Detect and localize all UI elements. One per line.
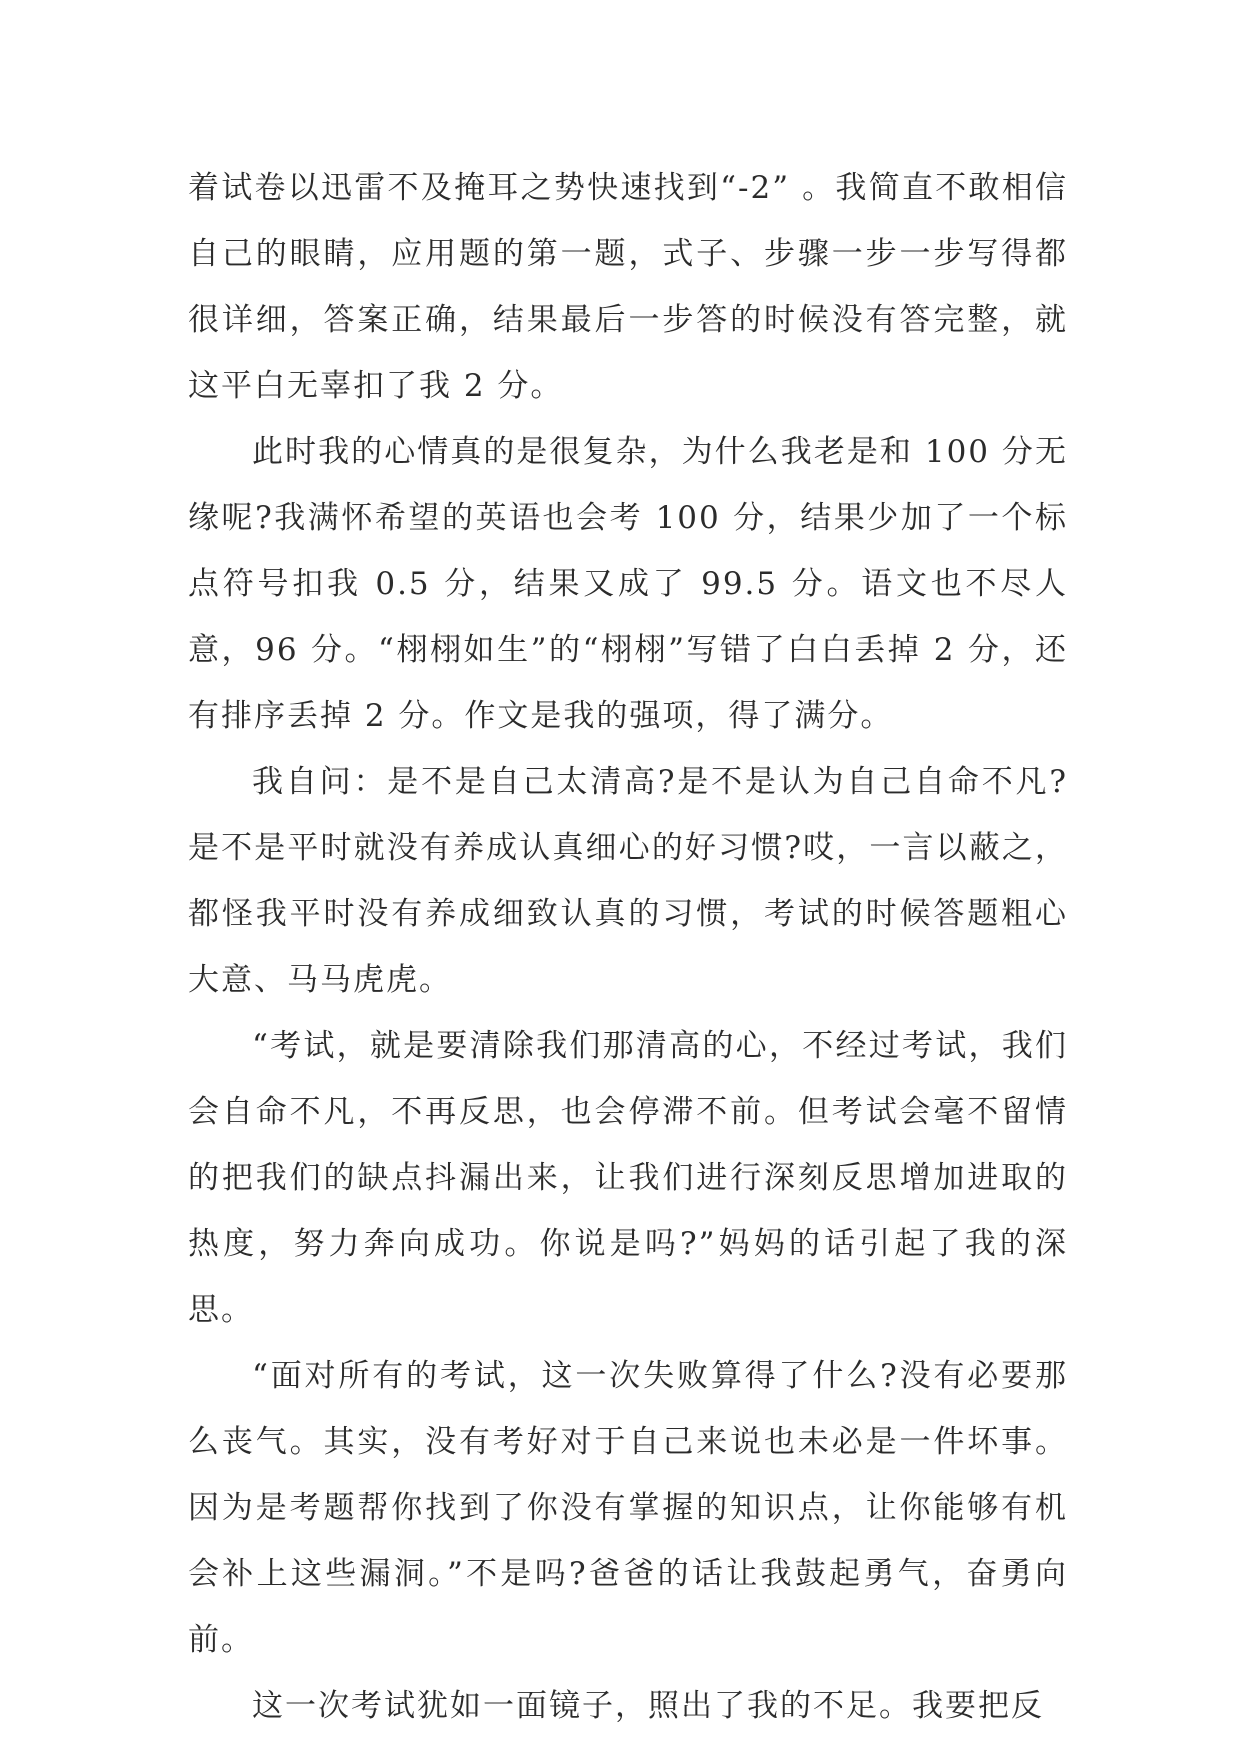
paragraph-3: 我自问：是不是自己太清高?是不是认为自己自命不凡?是不是平时就没有养成认真细心的好习惯?哎，一言以蔽之，都怪我平时没有养成细致认真的习惯，考试的时候答题粗心大意、马马虎虎。 — [188, 764, 1068, 998]
paragraph-4: “考试，就是要清除我们那清高的心，不经过考试，我们会自命不凡，不再反思，也会停滞不前。但考试会毫不留情的把我们的缺点抖漏出来，让我们进行深刻反思增加进取的热度，努力奔向成功。你说是吗?”妈妈的话引起了我的深思。 — [188, 1028, 1068, 1328]
body-text — [188, 155, 1068, 1739]
paragraph-5: “面对所有的考试，这一次失败算得了什么?没有必要那么丧气。其实，没有考好对于自己来说也未必是一件坏事。因为是考题帮你找到了你没有掌握的知识点，让你能够有机会补上这些漏洞。”不是吗?爸爸的话让我鼓起勇气，奋勇向前。 — [188, 1358, 1068, 1658]
paragraph-6: 这一次考试犹如一面镜子，照出了我的不足。我要把反 — [252, 1688, 1044, 1724]
paragraph-2: 此时我的心情真的是很复杂，为什么我老是和 100 分无缘呢?我满怀希望的英语也会考 100 分，结果少加了一个标点符号扣我 0.5 分，结果又成了 99.5 分。语文也不尽人意，96 分。“栩栩如生”的“栩栩”写错了白白丢掉 2 分，还有排序丢掉 2 分。作文是我的强项，得了满分。 — [188, 434, 1068, 734]
paragraph-1: 着试卷以迅雷不及掩耳之势快速找到“-2” 。我简直不敢相信自己的眼睛，应用题的第一题，式子、步骤一步一步写得都很详细，答案正确，结果最后一步答的时候没有答完整，就这平白无辜扣了我 2 分。 — [188, 170, 1068, 404]
